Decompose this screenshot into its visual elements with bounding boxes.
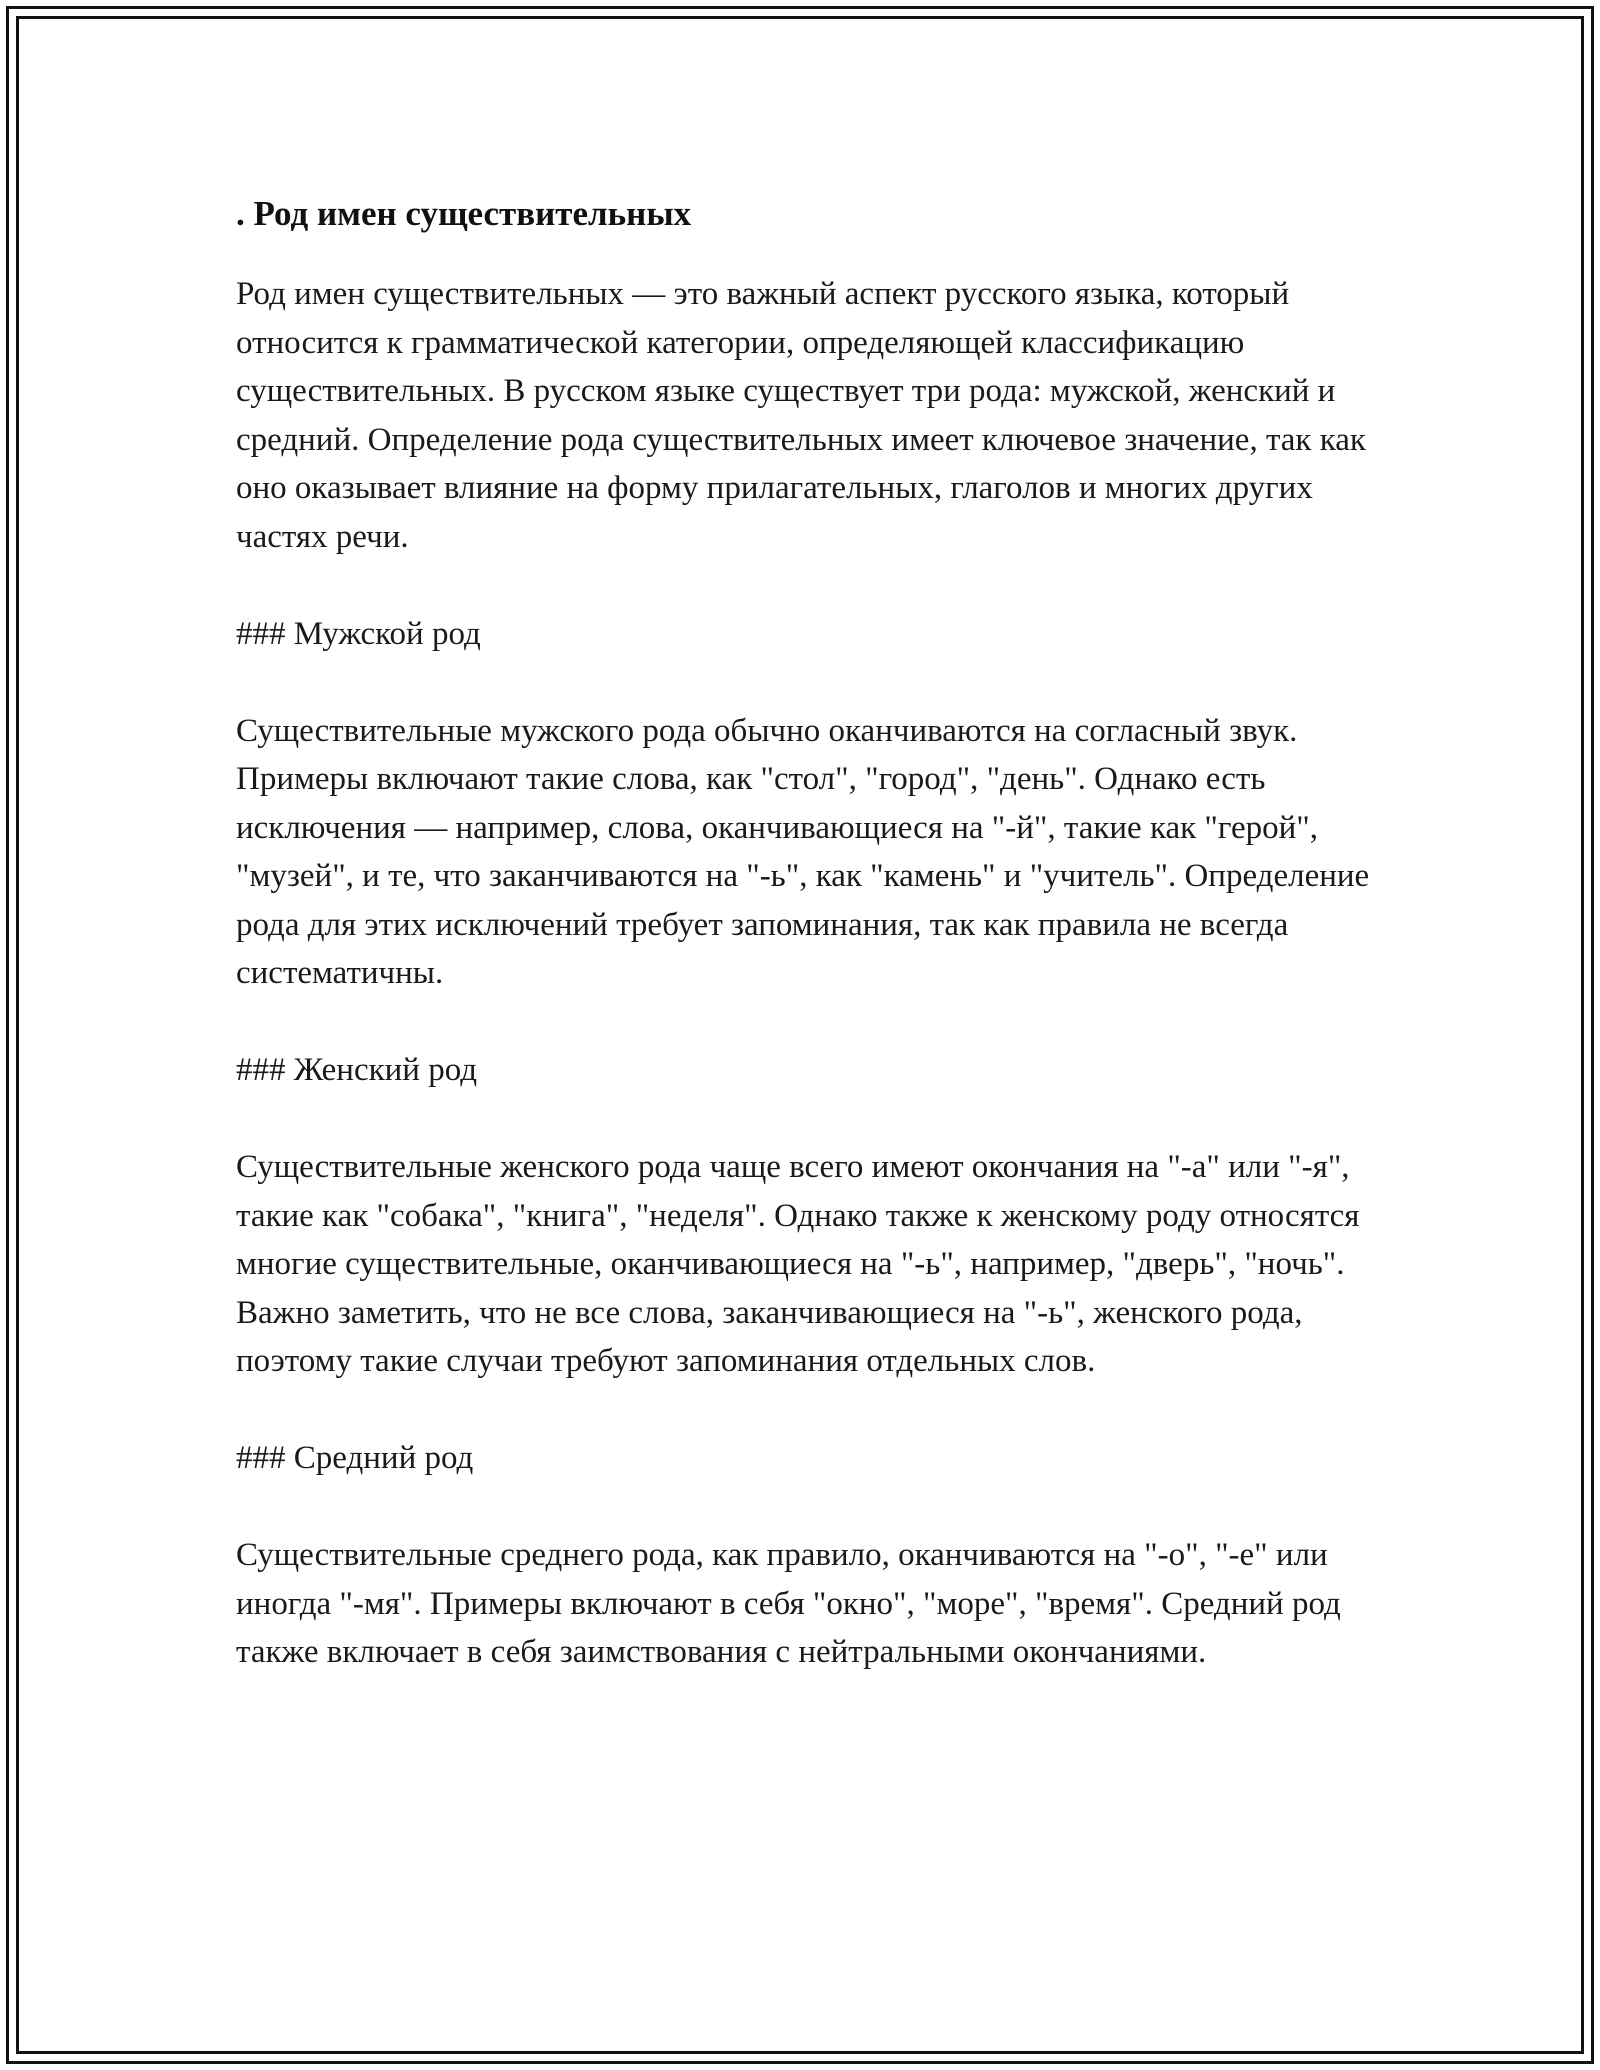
section-neuter — [236, 1434, 1376, 1677]
spacer — [236, 658, 1376, 707]
spacer — [236, 1386, 1376, 1435]
document-body — [236, 188, 1376, 1677]
spacer — [236, 1095, 1376, 1144]
intro-paragraph: Род имен существительных — это важный аспект русского языка, который относится к грамматической категории, определяющей классификацию существительных. В русском языке существует три рода: мужской, женский и средний. Определение рода существительных имеет ключевое значение, так как оно оказывает влияние на форму прилагательных, глаголов и многих других частях речи. — [236, 276, 1366, 555]
section-heading-neuter: ### Средний род — [236, 1440, 474, 1476]
section-heading-masculine: ### Мужской род — [236, 615, 481, 652]
section-text-feminine: Существительные женского рода чаще всего имеют окончания на "-а" или "-я", такие как "собака", "книга", "неделя". Однако также к женскому роду относятся многие существительные, оканчивающиеся на "-ь", например, "дверь", "ночь". Важно заметить, что не все слова, заканчивающиеся на "-ь", женского рода, поэтому такие случаи требуют запоминания отдельных слов. — [236, 1149, 1360, 1379]
section-heading-feminine: ### Женский род — [236, 1052, 478, 1088]
document-title: . Род имен существительных — [236, 194, 692, 233]
section-feminine — [236, 1046, 1376, 1386]
spacer — [236, 561, 1376, 610]
section-text-masculine: Существительные мужского рода обычно оканчиваются на согласный звук. Примеры включают такие слова, как "стол", "город", "день". Однако есть исключения — например, слова, оканчивающиеся на "-й", такие как "герой", "музей", и те, что заканчиваются на "-ь", как "камень" и "учитель". Определение рода для этих исключений требует запоминания, так как правила не всегда систематичны. — [236, 712, 1370, 991]
spacer — [236, 1483, 1376, 1532]
spacer — [236, 998, 1376, 1047]
section-masculine — [236, 610, 1376, 998]
section-text-neuter: Существительные среднего рода, как правило, оканчиваются на "-о", "-е" или иногда "-мя". Примеры включают в себя "окно", "море", "время". Средний род также включает в себя заимствования с нейтральными окончаниями. — [236, 1537, 1341, 1670]
